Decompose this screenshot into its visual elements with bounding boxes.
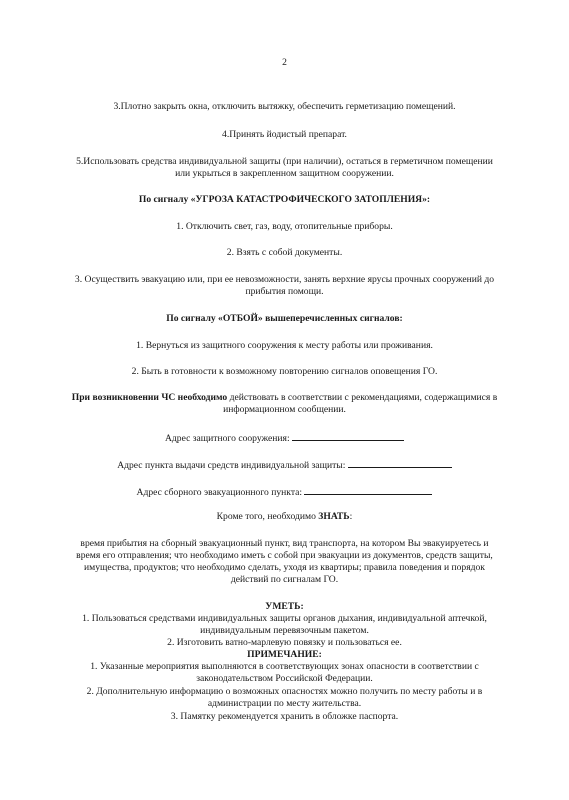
note-item-2-line-2: администрации по месту жительства. [207,698,362,709]
know-line-1: время прибытия на сборный эвакуационный пункт, вид транспорта, на котором Вы эвакуируетесь и [80,538,489,549]
note-heading: ПРИМЕЧАНИЕ: [247,649,322,660]
know-line-2: время его отправления; что необходимо иметь с собой при эвакуации из документов, средств защиты, [76,550,493,561]
ppe-address-label: Адрес пункта выдачи средств индивидуальной защиты: [117,460,346,471]
know-lead [0,511,569,523]
ppe-address-blank [348,458,452,468]
shelter-address-blank [292,431,404,441]
know-bold: ЗНАТЬ [318,511,350,522]
note-item-1-line-2: законодательством Российской Федерации. [196,673,373,684]
emergency-line-2: информационном сообщении. [223,404,346,415]
evac-address-row [0,485,569,499]
item-5-line-2: или укрыться в закрепленном защитном сооружении. [175,168,394,179]
item-5-line-1: 5.Использовать средства индивидуальной защиты (при наличии), остаться в герметичном помещении [76,156,493,167]
skills-item-1-line-1: 1. Пользоваться средствами индивидуальных защиты органов дыхания, индивидуальной аптечкой, [82,613,487,624]
item-3: 3.Плотно закрыть окна, отключить вытяжку, обеспечить герметизацию помещений. [113,101,456,112]
skills-heading: УМЕТЬ: [265,601,304,612]
item-4: 4.Принять йодистый препарат. [222,129,347,140]
emergency-bold: При возникновении ЧС необходимо [71,392,228,403]
know-colon: : [349,511,353,522]
otboy-item-2: 2. Быть в готовности к возможному повторению сигналов оповещения ГО. [131,366,438,377]
flood-item-2: 2. Взять с собой документы. [226,247,343,258]
otboy-item-1: 1. Вернуться из защитного сооружения к месту работы или проживания. [136,340,433,351]
shelter-address-row [0,431,569,445]
flood-item-3-line-1: 3. Осуществить эвакуацию или, при ее невозможности, занять верхние ярусы прочных сооружений до [74,274,495,285]
page-number: 2 [282,57,287,68]
otboy-heading: По сигналу «ОТБОЙ» вышеперечисленных сигналов: [166,313,403,324]
evac-address-label: Адрес сборного эвакуационного пункта: [136,487,303,498]
ppe-address-row [0,458,569,472]
shelter-address-label: Адрес защитного сооружения: [164,433,290,444]
note-item-2-line-1: 2. Дополнительную информацию о возможных опасностях можно получить по месту работы и в [86,686,483,697]
flood-heading: По сигналу «УГРОЗА КАТАСТРОФИЧЕСКОГО ЗАТОПЛЕНИЯ»: [138,194,431,205]
skills-item-2: 2. Изготовить ватно-марлевую повязку и пользоваться ее. [167,637,402,648]
flood-item-1: 1. Отключить свет, газ, воду, отопительные приборы. [176,221,393,232]
know-lead-text: Кроме того, необходимо [216,511,319,522]
know-line-4: действий по сигналам ГО. [230,574,339,585]
note-item-1-line-1: 1. Указанные мероприятия выполняются в соответствующих зонах опасности в соответствии с [90,661,479,672]
evac-address-blank [304,485,432,495]
know-line-3: имущества, продуктов; что необходимо сделать, уходя из квартиры; правила поведения и порядок [84,562,485,573]
flood-item-3-line-2: прибытия помощи. [245,286,324,297]
emergency-rest: действовать в соответствии с рекомендациями, содержащимися в [227,392,498,403]
emergency-line-1 [0,392,569,404]
skills-item-1-line-2: индивидуальным перевязочным пакетом. [200,625,369,636]
note-item-3: 3. Памятку рекомендуется хранить в обложке паспорта. [170,711,399,722]
